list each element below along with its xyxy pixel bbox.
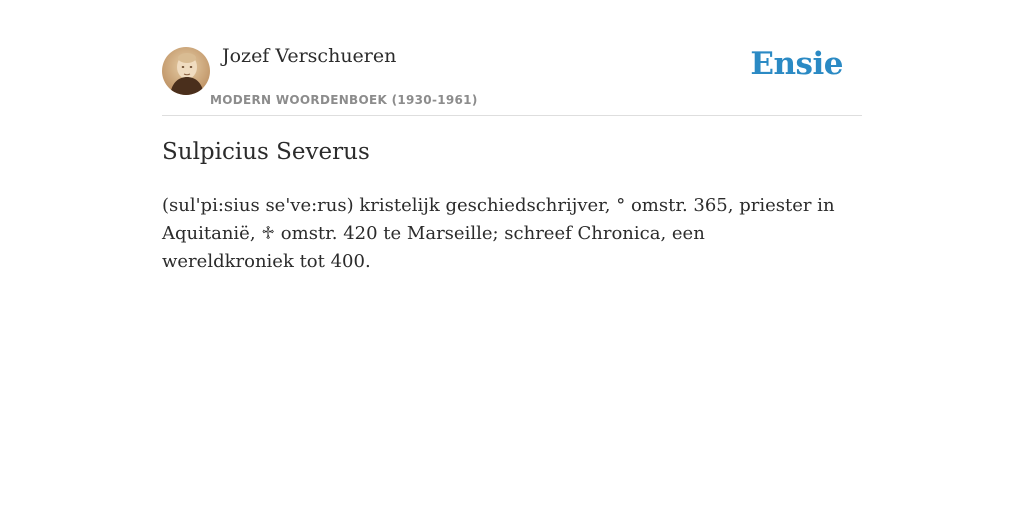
book-title[interactable]: MODERN WOORDENBOEK (1930-1961) [210, 93, 478, 107]
entry-title: Sulpicius Severus [162, 139, 370, 165]
entry-definition: (sul'pi:sius se've:rus) kristelijk geschiedschrijver, ° omstr. 365, priester in Aquitanië, ♱ omstr. 420 te Marseille; schreef Chronica, een wereldkroniek tot 400. [162, 195, 835, 272]
header [162, 0, 862, 116]
ensie-logo-link[interactable]: Ensie [750, 46, 843, 82]
page [162, 0, 862, 512]
author-portrait-icon [162, 47, 210, 95]
author-avatar[interactable] [162, 47, 210, 95]
author-name[interactable]: Jozef Verschueren [222, 45, 397, 67]
